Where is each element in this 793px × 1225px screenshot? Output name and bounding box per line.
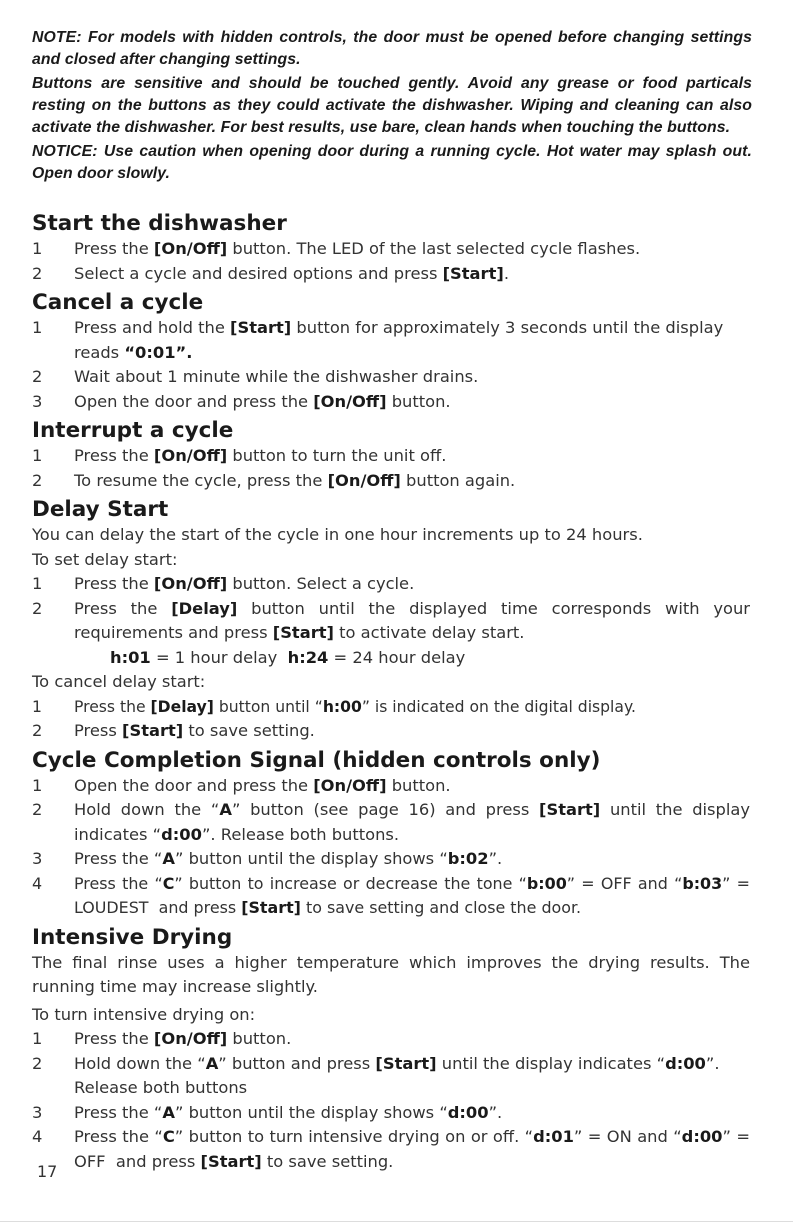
page-number: 17 [37,1162,58,1181]
note-hidden-controls: NOTE: For models with hidden controls, the door must be opened before changing settings and closed after changing settings. [32,29,752,68]
drying-step-3: 3 Press the “A” button until the display shows “d:00”. [32,1102,503,1122]
delay-step-2: 2 Press the [Delay] button until the displayed time corresponds with your requirements and press [Start] to activate delay start. [32,598,751,642]
delay-intro: You can delay the start of the cycle in one hour increments up to 24 hours. [32,525,643,544]
delay-cancel-label: To cancel delay start: [32,672,206,691]
signal-step-3: 3 Press the “A” button until the display shows “b:02”. [32,849,503,868]
heading-drying: Intensive Drying [32,924,233,950]
drying-step-2: 2 Hold down the “A” button and press [Start] until the display indicates “d:00”. Release both buttons [32,1053,720,1097]
heading-start: Start the dishwasher [32,211,287,236]
notice-door-caution: NOTICE: Use caution when opening door during a running cycle. Hot water may splash out. Open door slowly. [32,143,752,182]
start-step-2: 2 Select a cycle and desired options and press [Start]. [32,263,509,283]
delay-codes: h:01 = 1 hour delay h:24 = 24 hour delay [110,647,466,667]
note-buttons-sensitive: Buttons are sensitive and should be touched gently. Avoid any grease or food particals resting on the buttons as they could activate the dishwasher. Wiping and cleaning can also activate the dishwasher. For best results, use bare, clean hands when touching the buttons. [32,75,752,136]
signal-step-4: 4 Press the “C” button to increase or decrease the tone “b:00” = OFF and “b:03” = LOUDEST and press [Start] to save setting and close the door. [32,873,756,917]
interrupt-step-2: 2 To resume the cycle, press the [On/Off] button again. [32,470,516,490]
cancel-step-2: 2 Wait about 1 minute while the dishwasher drains. [32,367,479,386]
drying-label: To turn intensive drying on: [32,1004,256,1024]
delay-cancel-step-2: 2 Press [Start] to save setting. [32,721,315,740]
signal-step-2: 2 Hold down the “A” button (see page 16) and press [Start] until the display indicates “d:00”. Release both buttons. [32,800,751,844]
heading-signal: Cycle Completion Signal (hidden controls only) [32,747,601,773]
signal-step-1: 1 Open the door and press the [On/Off] button. [32,775,451,795]
page-edge-divider [0,1221,793,1222]
cancel-step-1: 1 Press and hold the [Start] button for approximately 3 seconds until the display reads “0:01”. [32,318,724,362]
heading-cancel: Cancel a cycle [32,290,204,315]
delay-set-label: To set delay start: [32,549,178,569]
delay-cancel-step-1: 1 Press the [Delay] button until “h:00” is indicated on the digital display. [32,697,636,716]
interrupt-step-1: 1 Press the [On/Off] button to turn the unit off. [32,446,447,465]
instructions [32,210,756,1174]
drying-step-4: 4 Press the “C” button to turn intensive drying on or off. “d:01” = ON and “d:00” = OFF and press [Start] to save setting. [32,1127,756,1171]
drying-intro: The final rinse uses a higher temperature which improves the drying results. The running time may increase slightly. [32,952,750,996]
heading-delay: Delay Start [32,497,169,522]
delay-step-1: 1 Press the [On/Off] button. Select a cycle. [32,574,415,593]
cancel-step-3: 3 Open the door and press the [On/Off] button. [32,391,451,411]
start-step-1: 1 Press the [On/Off] button. The LED of the last selected cycle flashes. [32,239,641,258]
heading-interrupt: Interrupt a cycle [32,418,234,443]
notes-block [32,27,752,187]
drying-step-1: 1 Press the [On/Off] button. [32,1029,292,1048]
